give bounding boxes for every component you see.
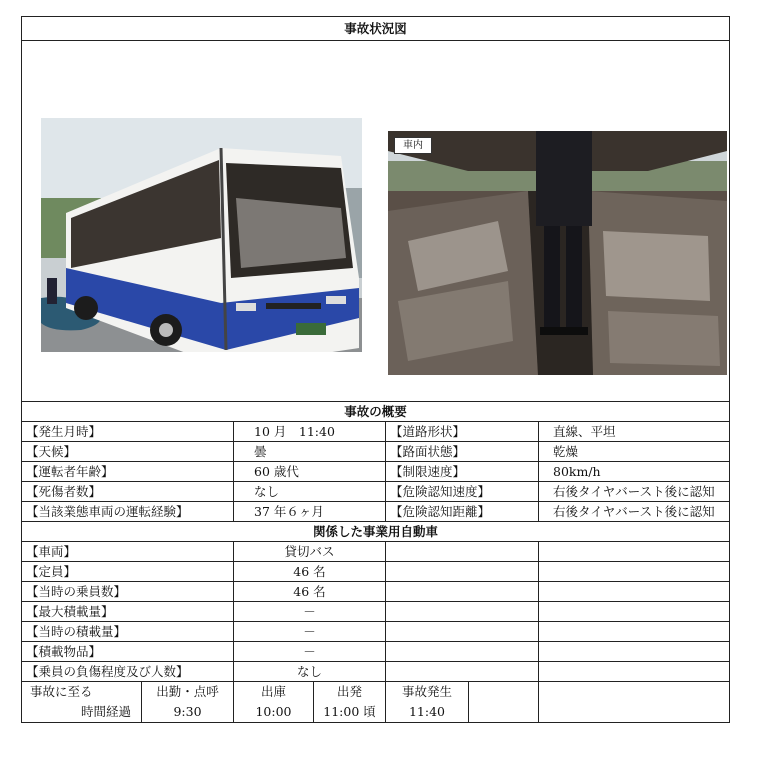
vehicle-row (22, 582, 730, 602)
summary-row (22, 502, 730, 522)
timeline-step-time: 11:40 (408, 704, 446, 719)
vehicle-empty-cell (386, 642, 539, 662)
vehicle-label: 【当時の乗員数】 (22, 582, 234, 602)
summary-left-label: 【当該業態車両の運転経験】 (22, 502, 234, 522)
vehicle-value: － (234, 642, 386, 662)
timeline-step-time: 10:00 (255, 704, 292, 719)
vehicle-empty-cell (386, 582, 539, 602)
summary-left-value: 60 歳代 (234, 462, 386, 482)
report-table (21, 16, 730, 723)
vehicle-empty-cell (386, 542, 539, 562)
summary-right-value: 直線、平坦 (539, 422, 730, 442)
timeline-step (234, 682, 314, 723)
vehicle-value: 貸切バス (234, 542, 386, 562)
vehicle-row (22, 602, 730, 622)
timeline-step-time: 11:00 頃 (323, 704, 376, 719)
vehicle-empty-cell (386, 602, 539, 622)
summary-row (22, 462, 730, 482)
summary-heading: 事故の概要 (22, 402, 730, 422)
timeline-row (22, 682, 730, 723)
vehicle-row (22, 642, 730, 662)
timeline-step-head: 出勤・点呼 (156, 684, 219, 699)
timeline-step-head: 事故発生 (401, 684, 452, 699)
summary-right-label: 【道路形状】 (386, 422, 539, 442)
vehicle-empty-cell (386, 622, 539, 642)
summary-right-value: 右後タイヤバースト後に認知 (539, 502, 730, 522)
summary-left-value: 37 年６ヶ月 (234, 502, 386, 522)
report-title: 事故状況図 (22, 17, 730, 41)
vehicle-label: 【乗員の負傷程度及び人数】 (22, 662, 234, 682)
vehicle-value: － (234, 602, 386, 622)
summary-left-label: 【運転者年齢】 (22, 462, 234, 482)
bus-interior-photo (388, 131, 727, 375)
summary-left-value: 曇 (234, 442, 386, 462)
vehicle-row (22, 622, 730, 642)
timeline-step (314, 682, 386, 723)
timeline-step (386, 682, 469, 723)
vehicle-label: 【積載物品】 (22, 642, 234, 662)
summary-right-label: 【路面状態】 (386, 442, 539, 462)
vehicle-value: 46 名 (234, 582, 386, 602)
accident-report-sheet (21, 16, 729, 723)
vehicle-empty-cell (539, 542, 730, 562)
vehicle-value: － (234, 622, 386, 642)
timeline-label-cell (22, 682, 142, 723)
summary-right-value: 乾燥 (539, 442, 730, 462)
timeline-label-top: 事故に至る (30, 684, 93, 699)
vehicle-empty-cell (386, 562, 539, 582)
summary-row (22, 422, 730, 442)
summary-right-value: 80km/h (539, 462, 730, 482)
vehicle-value: 46 名 (234, 562, 386, 582)
timeline-step (142, 682, 234, 723)
summary-left-label: 【天候】 (22, 442, 234, 462)
vehicle-label: 【最大積載量】 (22, 602, 234, 622)
summary-right-label: 【制限速度】 (386, 462, 539, 482)
timeline-step-head: 出発 (336, 684, 362, 699)
summary-left-value: 10 月 11:40 (234, 422, 386, 442)
timeline-step-time: 9:30 (173, 704, 202, 719)
vehicle-empty-cell (539, 582, 730, 602)
vehicle-empty-cell (539, 622, 730, 642)
photo-area (22, 41, 730, 402)
summary-row (22, 442, 730, 462)
vehicle-empty-cell (539, 562, 730, 582)
summary-right-label: 【危険認知速度】 (386, 482, 539, 502)
vehicle-label: 【定員】 (22, 562, 234, 582)
timeline-step-head: 出庫 (260, 684, 286, 699)
timeline-empty-cell (469, 682, 539, 723)
vehicle-row (22, 562, 730, 582)
timeline-label-bottom: 時間経過 (80, 704, 131, 719)
vehicle-empty-cell (539, 662, 730, 682)
vehicle-label: 【当時の積載量】 (22, 622, 234, 642)
vehicle-value: なし (234, 662, 386, 682)
vehicle-label: 【車両】 (22, 542, 234, 562)
vehicle-empty-cell (539, 642, 730, 662)
photo-caption-label: 車内 (394, 137, 432, 154)
summary-left-label: 【発生月時】 (22, 422, 234, 442)
vehicle-row (22, 542, 730, 562)
summary-right-label: 【危険認知距離】 (386, 502, 539, 522)
summary-left-value: なし (234, 482, 386, 502)
timeline-empty-cell (539, 682, 730, 723)
summary-row (22, 482, 730, 502)
vehicle-empty-cell (539, 602, 730, 622)
vehicle-row (22, 662, 730, 682)
vehicle-heading: 関係した事業用自動車 (22, 522, 730, 542)
summary-right-value: 右後タイヤバースト後に認知 (539, 482, 730, 502)
summary-left-label: 【死傷者数】 (22, 482, 234, 502)
vehicle-empty-cell (386, 662, 539, 682)
bus-exterior-photo (41, 118, 362, 352)
